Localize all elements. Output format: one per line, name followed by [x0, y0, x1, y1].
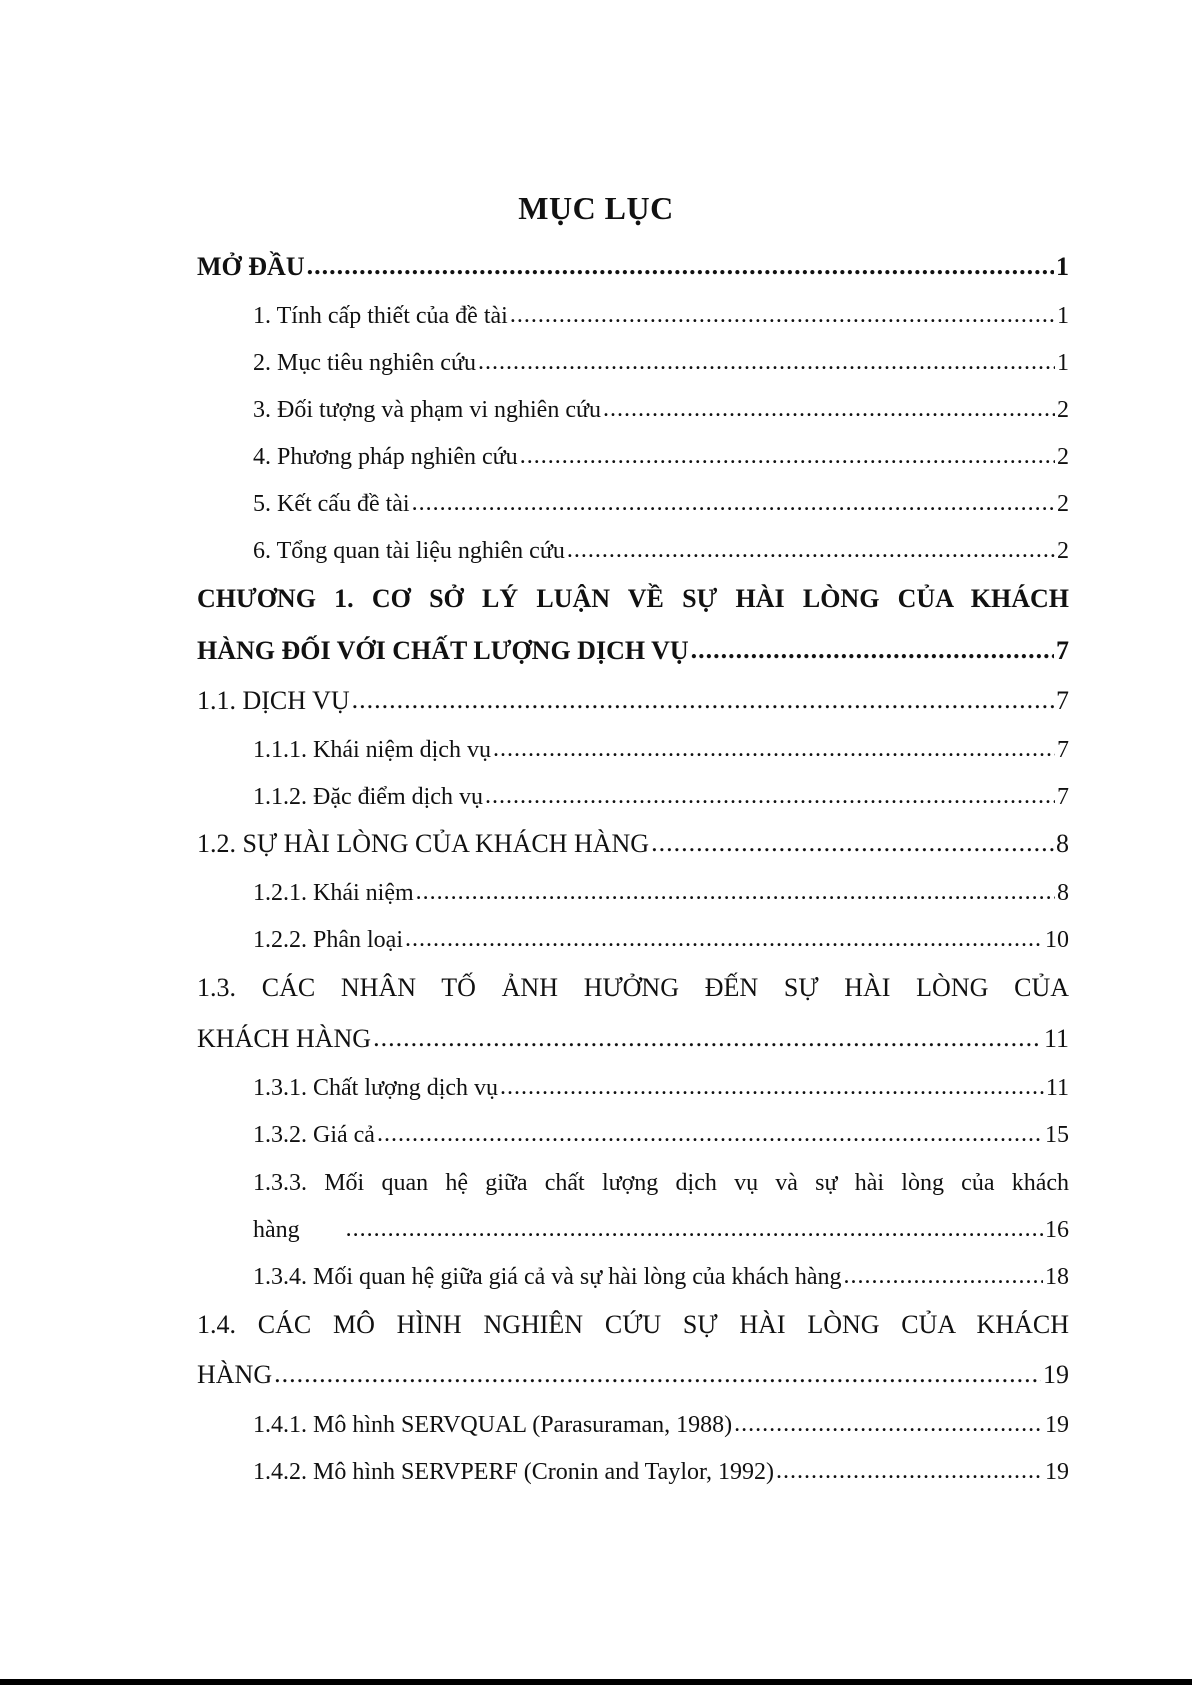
toc-entry-1-1-2: [253, 784, 1069, 811]
toc-entry-page: 1: [1056, 252, 1069, 281]
toc-entry-page: 2: [1057, 397, 1069, 423]
toc-entry-1-3-line-2: [197, 1024, 1069, 1054]
toc-entry-text: HÀNG ĐỐI VỚI CHẤT LƯỢNG DỊCH VỤ: [197, 636, 689, 665]
toc-entry-1-2-2: [253, 927, 1069, 954]
toc-entry-text: 1.4.2. Mô hình SERVPERF (Cronin and Taylor, 1992): [253, 1459, 775, 1485]
toc-entry-page: 11: [1043, 1024, 1069, 1053]
toc-entry-text: 2. Mục tiêu nghiên cứu: [253, 350, 476, 376]
dot-leader: [691, 635, 1054, 665]
toc-entry-text: 1. Tính cấp thiết của đề tài: [253, 303, 508, 329]
toc-entry-page: 19: [1045, 1459, 1069, 1485]
toc-entry-page: 2: [1057, 491, 1069, 517]
dot-leader: [510, 302, 1055, 329]
toc-entry-1-3-2: [253, 1122, 1069, 1149]
toc-entry-text: 1.3.1. Chất lượng dịch vụ: [253, 1075, 499, 1101]
toc-entry-1-3-4: [253, 1264, 1069, 1291]
toc-entry-page: 8: [1056, 829, 1069, 858]
toc-entry-page: 7: [1057, 784, 1069, 810]
toc-entry-1-3-3-line-2: [253, 1217, 1069, 1244]
page-bottom-border: [0, 1679, 1192, 1685]
toc-entry-intro-2: [253, 350, 1069, 377]
dot-leader: [412, 490, 1055, 517]
toc-chapter-1-line-1: CHƯƠNG 1. CƠ SỞ LÝ LUẬN VỀ SỰ HÀI LÒNG CỦA KHÁCH: [197, 584, 1069, 613]
dot-leader: [405, 926, 1043, 953]
toc-entry-text: 1.1. DỊCH VỤ: [197, 686, 350, 715]
toc-entry-page: 11: [1045, 1075, 1069, 1101]
toc-entry-intro-3: [253, 397, 1069, 424]
toc-entry-page: 1: [1057, 350, 1069, 376]
dot-leader: [520, 443, 1055, 470]
dot-leader: [567, 537, 1055, 564]
toc-entry-mo-dau: [197, 252, 1069, 282]
toc-entry-text: 1.3.2. Giá cả: [253, 1122, 375, 1148]
dot-leader: [274, 1359, 1041, 1389]
toc-chapter-1-line-2: [197, 636, 1069, 666]
toc-entry-1-4-line-2: [197, 1360, 1069, 1390]
toc-entry-page: 7: [1056, 636, 1069, 665]
toc-entry-text: 1.2.2. Phân loại: [253, 927, 403, 953]
toc-entry-text: MỞ ĐẦU: [197, 252, 305, 281]
toc-entry-text: 1.1.1. Khái niệm dịch vụ: [253, 737, 491, 763]
toc-entry-text: 5. Kết cấu đề tài: [253, 491, 410, 517]
toc-entry-1-3-line-1: 1.3. CÁC NHÂN TỐ ẢNH HƯỞNG ĐẾN SỰ HÀI LÒNG CỦA: [197, 973, 1069, 1002]
toc-entry-page: 8: [1057, 880, 1069, 906]
toc-entry-text: 1.2.1. Khái niệm: [253, 880, 414, 906]
dot-leader: [493, 736, 1055, 763]
toc-entry-text: HÀNG: [197, 1360, 273, 1389]
toc-entry-1-4-2: [253, 1459, 1069, 1486]
toc-entry-1-1: [197, 686, 1069, 716]
toc-entry-text: 4. Phương pháp nghiên cứu: [253, 444, 518, 470]
toc-entry-page: 10: [1045, 927, 1069, 953]
toc-entry-text: 1.2. SỰ HÀI LÒNG CỦA KHÁCH HÀNG: [197, 829, 650, 858]
toc-entry-text: 1.1.2. Đặc điểm dịch vụ: [253, 784, 483, 810]
toc-entry-1-1-1: [253, 737, 1069, 764]
toc-entry-intro-6: [253, 538, 1069, 565]
toc-entry-page: 16: [1045, 1217, 1069, 1243]
toc-entry-page: 19: [1045, 1412, 1069, 1438]
toc-entry-page: 15: [1045, 1122, 1069, 1148]
toc-entry-page: 7: [1056, 686, 1069, 715]
toc-entry-text: 1.4.1. Mô hình SERVQUAL (Parasuraman, 1988): [253, 1412, 733, 1438]
page-title: MỤC LỤC: [518, 190, 674, 226]
dot-leader: [373, 1023, 1042, 1053]
dot-leader: [603, 396, 1055, 423]
toc-entry-page: 2: [1057, 444, 1069, 470]
toc-entry-1-4-line-1: 1.4. CÁC MÔ HÌNH NGHIÊN CỨU SỰ HÀI LÒNG CỦA KHÁCH: [197, 1310, 1069, 1339]
dot-leader: [651, 828, 1054, 858]
toc-entry-page: 2: [1057, 538, 1069, 564]
toc-entry-text: 6. Tổng quan tài liệu nghiên cứu: [253, 538, 565, 564]
toc-entry-text: 1.3.4. Mối quan hệ giữa giá cả và sự hài lòng của khách hàng: [253, 1264, 842, 1290]
toc-entry-page: 1: [1057, 303, 1069, 329]
dot-leader: [734, 1411, 1043, 1438]
toc-entry-text: hàng: [253, 1217, 300, 1243]
toc-entry-page: 7: [1057, 737, 1069, 763]
dot-leader: [485, 783, 1055, 810]
toc-entry-1-2: [197, 829, 1069, 859]
dot-leader: [844, 1263, 1043, 1290]
toc-entry-1-2-1: [253, 880, 1069, 907]
dot-leader: [776, 1458, 1043, 1485]
dot-leader: [500, 1074, 1044, 1101]
toc-entry-intro-4: [253, 444, 1069, 471]
toc-entry-page: 19: [1043, 1360, 1069, 1389]
toc-entry-1-4-1: [253, 1412, 1069, 1439]
dot-leader: [416, 879, 1055, 906]
dot-leader: [478, 349, 1055, 376]
toc-entry-text: KHÁCH HÀNG: [197, 1024, 372, 1053]
toc-entry-intro-5: [253, 491, 1069, 518]
dot-leader: [307, 251, 1054, 281]
toc-entry-intro-1: [253, 303, 1069, 330]
toc-entry-1-3-3-line-1: 1.3.3. Mối quan hệ giữa chất lượng dịch vụ và sự hài lòng của khách: [253, 1170, 1069, 1196]
dot-leader: [346, 1216, 1043, 1243]
dot-leader: [352, 685, 1054, 715]
toc-entry-page: 18: [1045, 1264, 1069, 1290]
toc-entry-text: 3. Đối tượng và phạm vi nghiên cứu: [253, 397, 601, 423]
toc-entry-1-3-1: [253, 1075, 1069, 1102]
dot-leader: [377, 1121, 1043, 1148]
